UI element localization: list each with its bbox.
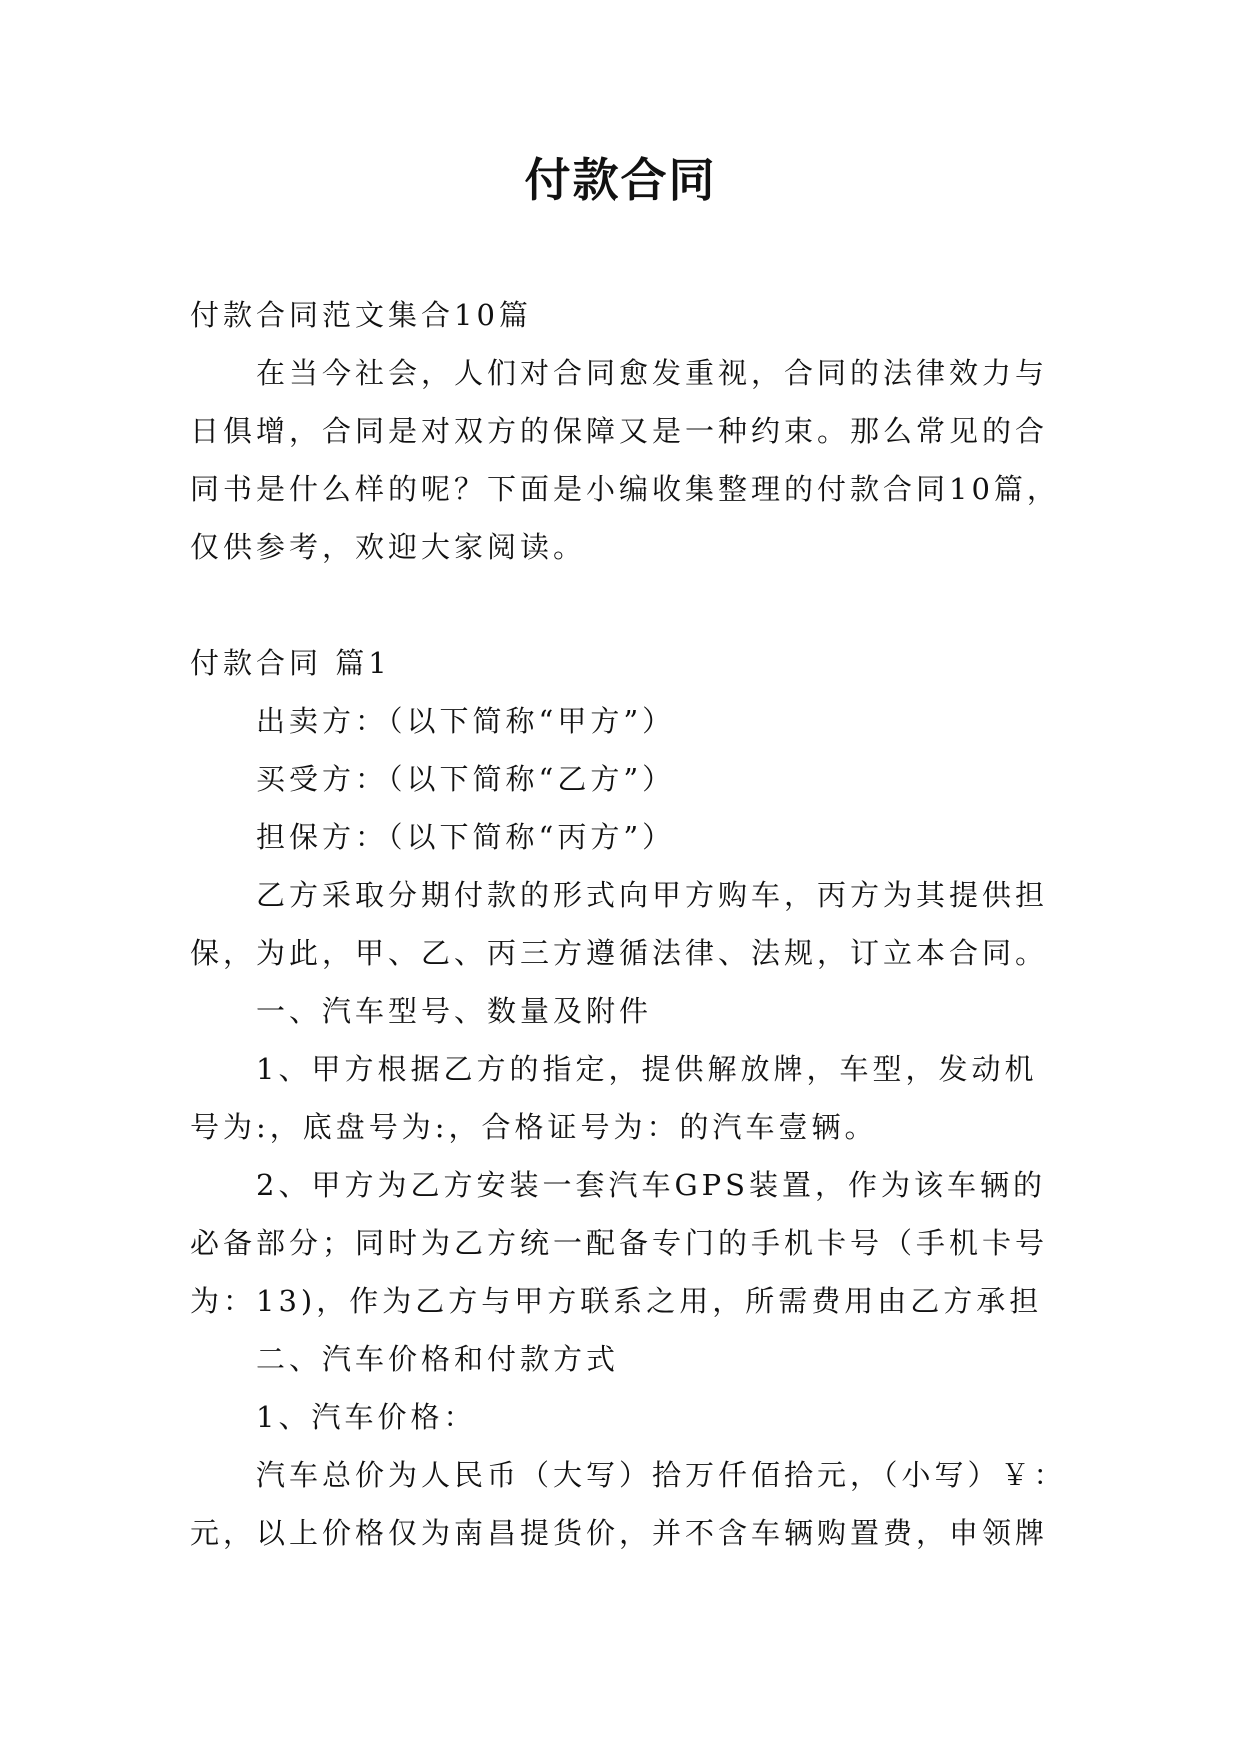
text-line: 同书是什么样的呢？下面是小编收集整理的付款合同10篇， — [190, 472, 1060, 506]
document-body — [190, 286, 1070, 1562]
text-line: 1、甲方根据乙方的指定，提供解放牌，车型，发动机 — [256, 1052, 1038, 1086]
text-line: 汽车总价为人民币（大写）拾万仟佰拾元，（小写）￥： — [256, 1458, 1067, 1492]
text-line: 一、汽车型号、数量及附件 — [256, 994, 653, 1028]
text-line: 仅供参考，欢迎大家阅读。 — [190, 530, 587, 564]
text-line: 必备部分；同时为乙方统一配备专门的手机卡号（手机卡号 — [190, 1226, 1049, 1260]
text-line: 乙方采取分期付款的形式向甲方购车，丙方为其提供担 — [256, 878, 1049, 912]
text-line: 2、甲方为乙方安装一套汽车GPS装置，作为该车辆的 — [256, 1168, 1046, 1202]
text-line: 二、汽车价格和付款方式 — [256, 1342, 620, 1376]
text-line: 在当今社会，人们对合同愈发重视，合同的法律效力与 — [256, 356, 1049, 390]
text-line: 付款合同范文集合10篇 — [190, 298, 532, 332]
text-line: 担保方：（以下简称“丙方”） — [256, 820, 676, 854]
text-line: 号为:，底盘号为:，合格证号为：的汽车壹辆。 — [190, 1110, 878, 1144]
text-line: 元，以上价格仅为南昌提货价，并不含车辆购置费，申领牌 — [190, 1516, 1049, 1550]
document-title: 付款合同 — [524, 153, 717, 207]
text-line: 1、汽车价格： — [256, 1400, 477, 1434]
text-line: 出卖方：（以下简称“甲方”） — [256, 704, 676, 738]
text-line: 为：13)，作为乙方与甲方联系之用，所需费用由乙方承担 — [190, 1284, 1043, 1318]
text-line: 保，为此，甲、乙、丙三方遵循法律、法规，订立本合同。 — [190, 936, 1049, 970]
text-line: 买受方：（以下简称“乙方”） — [256, 762, 676, 796]
text-line: 付款合同 篇1 — [190, 646, 391, 680]
blank-line — [190, 576, 1070, 634]
text-line: 日俱增，合同是对双方的保障又是一种约束。那么常见的合 — [190, 414, 1049, 448]
